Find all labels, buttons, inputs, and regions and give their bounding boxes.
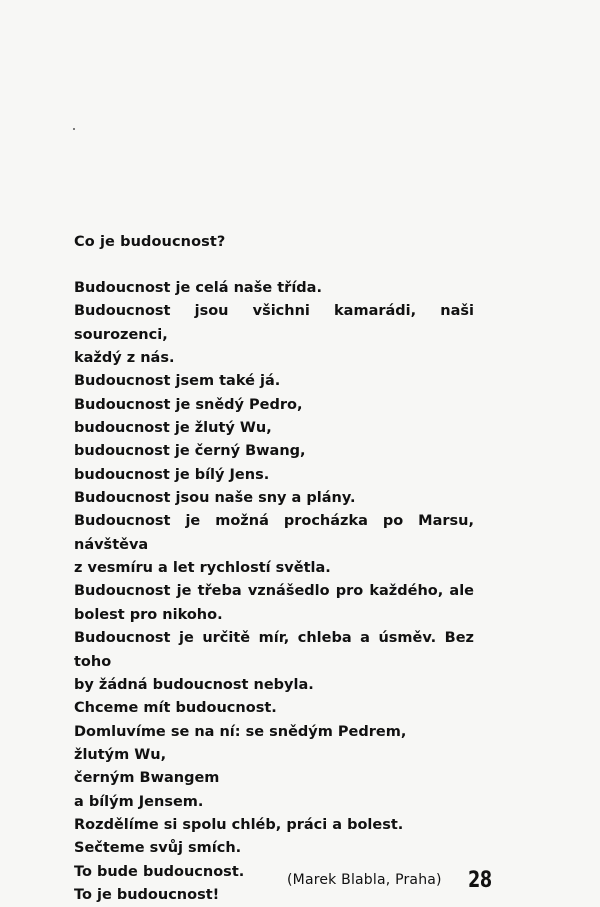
poem-line: a bílým Jensem. [74, 793, 204, 810]
poem-line: Budoucnost je snědý Pedro, [74, 396, 303, 413]
poem-line: každý z nás. [74, 350, 175, 367]
paper-speck [73, 128, 75, 130]
poem-line: Budoucnost jsem také já. [74, 373, 281, 390]
poem-title: Co je budoucnost? [74, 234, 226, 250]
poem-line: budoucnost je žlutý Wu, [74, 420, 272, 437]
poem-line: žlutým Wu, [74, 746, 167, 763]
poem-line: To bude budoucnost. [74, 863, 245, 880]
poem-line: Chceme mít budoucnost. [74, 700, 277, 717]
poem-line: Sečteme svůj smích. [74, 840, 242, 857]
poem-line: Rozdělíme si spolu chléb, práci a bolest. [74, 816, 404, 833]
poem-line: Budoucnost je celá naše třída. [74, 280, 322, 296]
poem-line: budoucnost je černý Bwang, [74, 443, 306, 460]
poem-body [74, 277, 474, 907]
page-number: 28 [468, 868, 492, 893]
poem-line: budoucnost je bílý Jens. [74, 466, 270, 483]
poem-line: Budoucnost je určitě mír, chleba a úsměv. Bez toho [74, 630, 474, 670]
poem-line: by žádná budoucnost nebyla. [74, 676, 314, 693]
poem-line: černým Bwangem [74, 770, 220, 787]
poem-line: To je budoucnost! [74, 886, 220, 903]
poem-line: Budoucnost jsou naše sny a plány. [74, 490, 356, 507]
poem-line: Budoucnost je možná procházka po Marsu, návštěva [74, 513, 474, 553]
poem-line: bolest pro nikoho. [74, 606, 223, 623]
poem-line: Domluvíme se na ní: se snědým Pedrem, [74, 723, 407, 740]
poem-attribution: (Marek Blabla, Praha) [287, 872, 442, 888]
poem-line: Budoucnost jsou všichni kamarádi, naši sourozenci, [74, 303, 474, 343]
poem-line: z vesmíru a let rychlostí světla. [74, 560, 331, 577]
poem-line: Budoucnost je třeba vznášedlo pro každého, ale [74, 583, 474, 600]
